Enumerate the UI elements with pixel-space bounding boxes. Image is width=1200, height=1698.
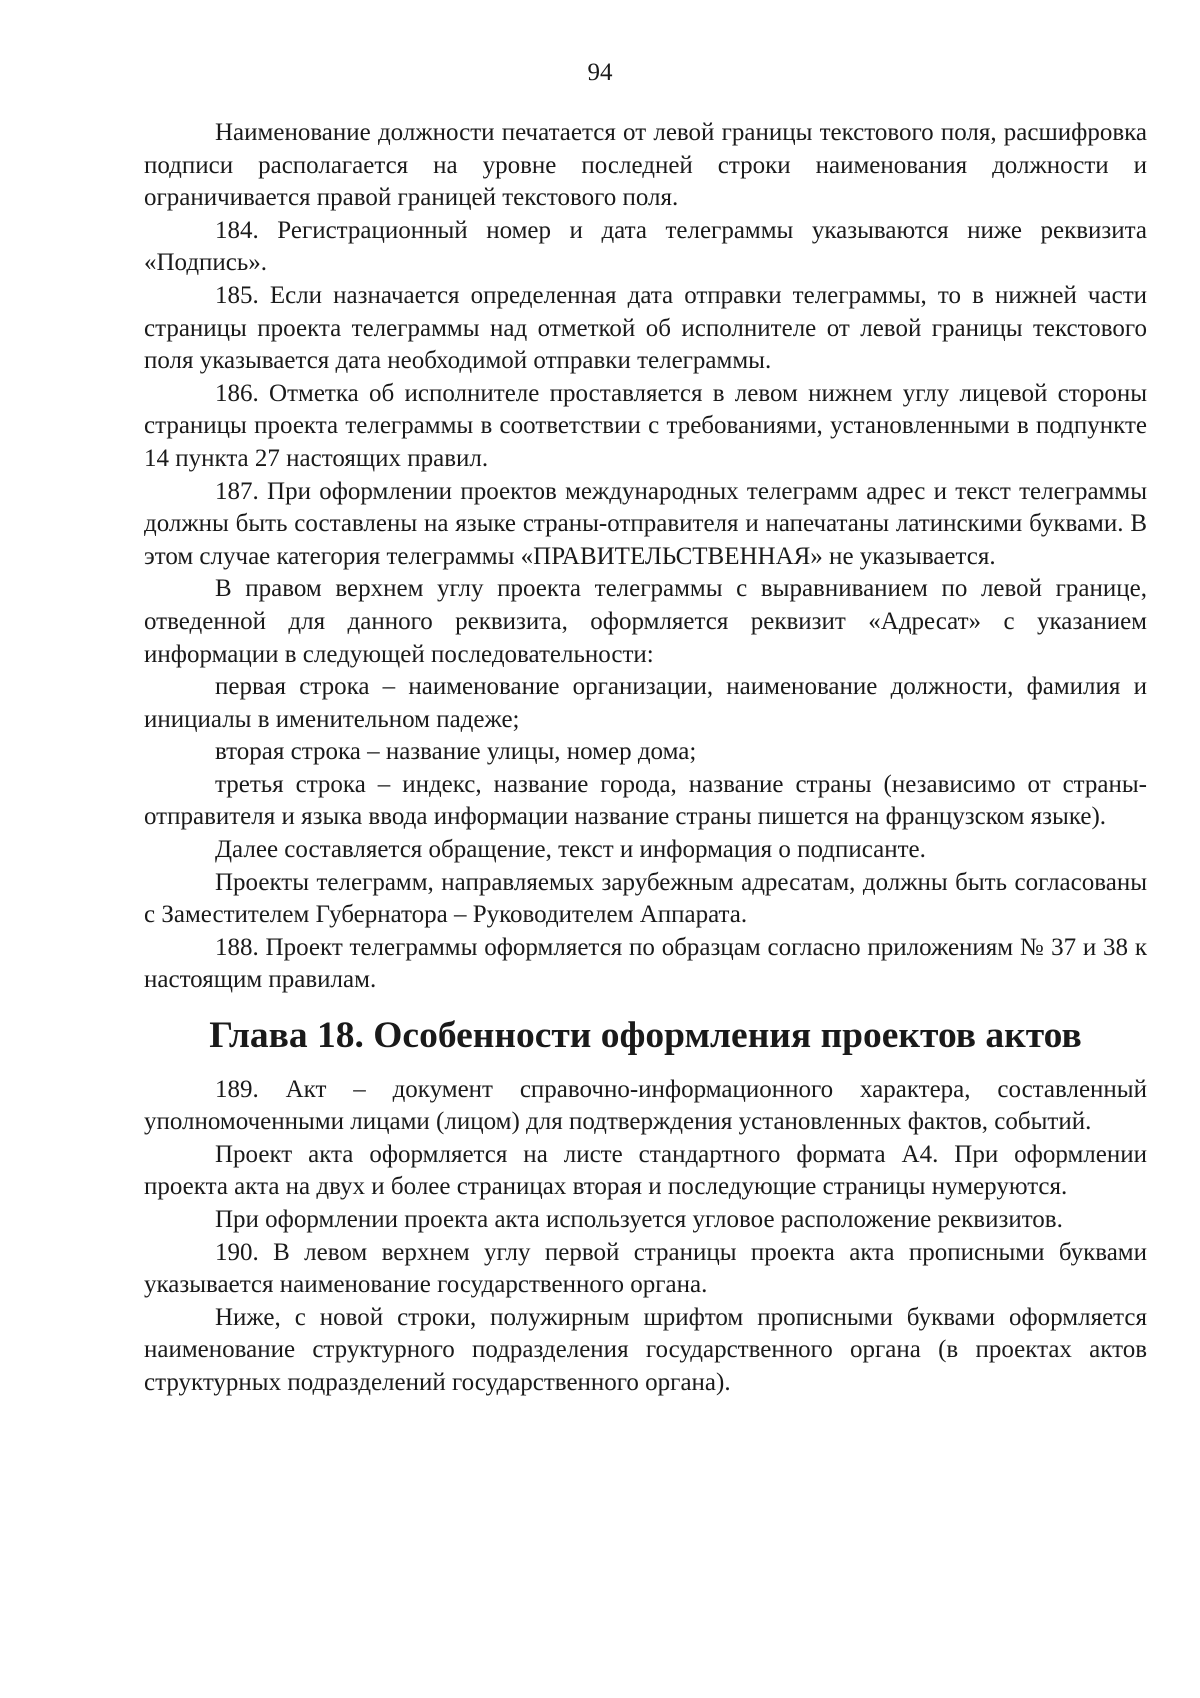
paragraph-first-line: первая строка – наименование организации, наименование должности, фамилия и инициалы в именительном падеже; [144, 673, 1147, 733]
chapter-heading: Глава 18. Особенности оформления проектов актов [209, 1015, 1082, 1057]
paragraph-appeal: Далее составляется обращение, текст и информация о подписанте. [215, 836, 926, 864]
paragraph-position-title: Наименование должности печатается от левой границы текстового поля, расшифровка подписи располагается на уровне последней строки наименования должности и ограничивается правой границей текстового поля. [144, 119, 1147, 212]
paragraph-addressee: В правом верхнем углу проекта телеграммы с выравниванием по левой границе, отведенной для данного реквизита, оформляется реквизит «Адресат» с указанием информации в следующей последовательности: [144, 575, 1147, 668]
paragraph-structural-unit: Ниже, с новой строки, полужирным шрифтом прописными буквами оформляется наименование структурного подразделения государственного органа (в проектах актов структурных подразделений государственного органа). [144, 1303, 1147, 1396]
paragraph-184: 184. Регистрационный номер и дата телеграммы указываются ниже реквизита «Подпись». [144, 216, 1147, 277]
paragraph-foreign-approval: Проекты телеграмм, направляемых зарубежным адресатам, должны быть согласованы с Заместителем Губернатора – Руководителем Аппарата. [144, 868, 1147, 929]
document-body [144, 117, 1147, 1400]
paragraph-186: 186. Отметка об исполнителе проставляется в левом нижнем углу лицевой стороны страницы проекта телеграммы в соответствии с требованиями, установленными в подпункте 14 пункта 27 настоящих правил. [144, 379, 1147, 472]
paragraph-third-line: третья строка – индекс, название города, название страны (независимо от страны-отправителя и языка ввода информации название страны пишется на французском языке). [144, 770, 1147, 831]
paragraph-185: 185. Если назначается определенная дата отправки телеграммы, то в нижней части страницы проекта телеграммы над отметкой об исполнителе от левой границы текстового поля указывается дата необходимой отправки телеграммы. [144, 281, 1147, 375]
paragraph-act-format: Проект акта оформляется на листе стандартного формата А4. При оформлении проекта акта на двух и более страницах вторая и последующие страницы нумеруются. [144, 1140, 1147, 1201]
paragraph-act-layout: При оформлении проекта акта используется угловое расположение реквизитов. [215, 1206, 1063, 1233]
paragraph-187: 187. При оформлении проектов международных телеграмм адрес и текст телеграммы должны быть составлены на языке страны-отправителя и напечатаны латинскими буквами. В этом случае категория телеграммы «ПРАВИТЕЛЬСТВЕННАЯ» не указывается. [144, 477, 1147, 570]
page-number: 94 [587, 59, 613, 86]
paragraph-189: 189. Акт – документ справочно-информационного характера, составленный уполномоченными лицами (лицом) для подтверждения установленных фактов, событий. [144, 1075, 1147, 1136]
paragraph-188: 188. Проект телеграммы оформляется по образцам согласно приложениям № 37 и 38 к настоящим правилам. [144, 933, 1147, 994]
paragraph-second-line: вторая строка – название улицы, номер дома; [215, 738, 697, 766]
paragraph-190: 190. В левом верхнем углу первой страницы проекта акта прописными буквами указывается наименование государственного органа. [144, 1238, 1147, 1299]
